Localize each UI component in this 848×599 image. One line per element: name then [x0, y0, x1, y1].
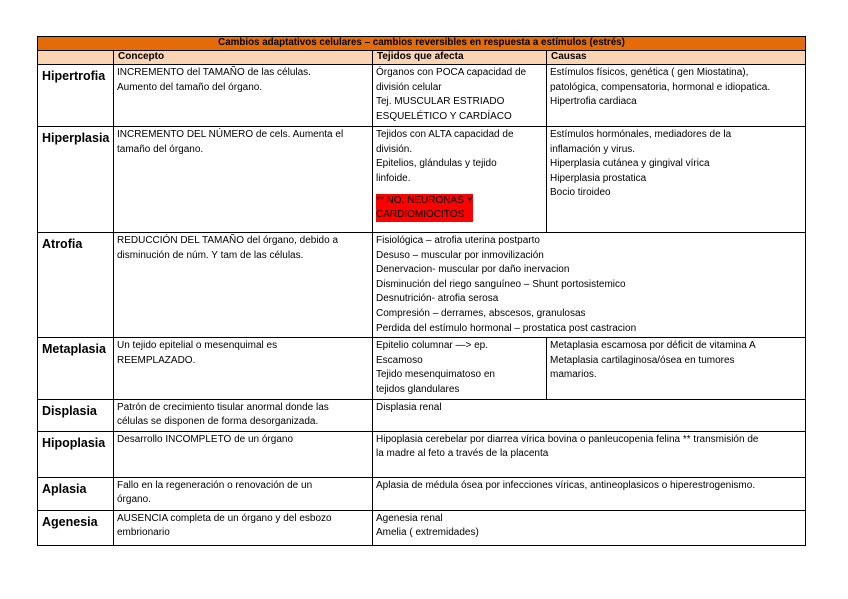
text-line: patológica, compensatoria, hormonal e idiopatica. — [550, 81, 771, 93]
concept-cell — [114, 510, 373, 545]
row-name-hipoplasia: Hipoplasia — [38, 431, 114, 477]
text-line: Fisiológica – atrofia uterina postparto — [376, 235, 540, 246]
concept-cell — [114, 338, 373, 399]
text-line: Compresión – derrames, abscesos, granulosas — [376, 307, 586, 319]
text-line: Metaplasia escamosa por déficit de vitamina A — [550, 340, 756, 352]
text-line: Tejido mesenquimatoso en — [376, 369, 495, 381]
text-line: INCREMENTO del TAMAÑO de las células. — [117, 67, 311, 78]
text-line: Epitelio columnar —> ep. — [376, 340, 489, 352]
adaptive-changes-table — [37, 36, 806, 546]
concept-cell — [114, 233, 373, 338]
text-line: REEMPLAZADO. — [117, 354, 196, 366]
text-line: Tejidos con ALTA capacidad de — [376, 129, 514, 140]
text-line: Un tejido epitelial o mesenquimal es — [117, 340, 278, 352]
text-line: Hiperplasia cutánea y gingival vírica — [550, 158, 710, 170]
text-line: ESQUELÉTICO Y CARDÍACO — [376, 110, 512, 122]
header-causes: Causas — [547, 51, 806, 65]
text-line: INCREMENTO DEL NÚMERO de cels. Aumenta el — [117, 129, 344, 140]
tissues-cell — [373, 127, 547, 233]
text-line: embrionario — [117, 527, 170, 539]
table-row — [38, 233, 806, 338]
warning-highlight — [376, 194, 473, 222]
details-cell — [373, 399, 806, 431]
text-line: Aumento del tamaño del órgano. — [117, 81, 263, 93]
text-line: división. — [376, 143, 413, 155]
text-line: ** NO. NEURONAS Y — [376, 195, 474, 207]
spacer — [376, 186, 543, 194]
text-line: Amelia ( extremidades) — [376, 527, 479, 539]
text-line: disminución de núm. Y tam de las células. — [117, 249, 304, 261]
row-name-displasia: Displasia — [38, 399, 114, 431]
text-line: Hiperplasia prostatica — [550, 172, 647, 184]
text-line: Escamoso — [376, 354, 423, 366]
row-name-aplasia: Aplasia — [38, 477, 114, 510]
text-line: Aplasia de médula ósea por infecciones víricas, antineoplasicos o hiperestrogenismo. — [376, 479, 756, 491]
table-row — [38, 399, 806, 431]
text-line: CARDIOMIOCITOS — [376, 209, 465, 221]
table-title: Cambios adaptativos celulares – cambios reversibles en respuesta a estímulos (estrés) — [38, 37, 806, 51]
text-line: Perdida del estímulo hormonal – prostatica post castracion — [376, 322, 637, 334]
text-line: Denervacion- muscular por daño inervacion — [376, 264, 570, 276]
causes-cell — [547, 338, 806, 399]
row-name-hipertrofia: Hipertrofia — [38, 65, 114, 127]
text-line: Agenesia renal — [376, 512, 443, 524]
row-name-atrofia: Atrofia — [38, 233, 114, 338]
text-line: Metaplasia cartilaginosa/ósea en tumores — [550, 354, 735, 366]
text-line: Fallo en la regeneración o renovación de un — [117, 479, 313, 491]
tissues-cell — [373, 338, 547, 399]
concept-cell — [114, 477, 373, 510]
text-line: Estímulos físicos, genética ( gen Miostatina), — [550, 67, 749, 78]
table-row — [38, 510, 806, 545]
text-line: Disminución del riego sanguíneo – Shunt portosistemico — [376, 278, 626, 290]
text-line: Displasia renal — [376, 401, 442, 413]
text-line: Tej. MUSCULAR ESTRIADO — [376, 96, 505, 108]
text-line: Bocio tiroideo — [550, 187, 611, 199]
text-line: linfoide. — [376, 172, 411, 184]
text-line: inflamación y virus. — [550, 143, 636, 155]
table-row — [38, 65, 806, 127]
concept-cell — [114, 399, 373, 431]
causes-cell — [547, 127, 806, 233]
text-line: Hipertrofia cardiaca — [550, 96, 637, 108]
text-line: tamaño del órgano. — [117, 143, 204, 155]
details-cell — [373, 431, 806, 477]
text-line: órgano. — [117, 494, 151, 506]
concept-cell — [114, 127, 373, 233]
text-line: Hipoplasia cerebelar por diarrea vírica bovina o panleucopenia felina ** transmisión de — [376, 433, 759, 445]
header-blank — [38, 51, 114, 65]
text-line: Estímulos hormónales, mediadores de la — [550, 129, 732, 140]
text-line: división celular — [376, 81, 442, 93]
header-concept: Concepto — [114, 51, 373, 65]
concept-cell — [114, 65, 373, 127]
table-row — [38, 477, 806, 510]
concept-cell — [114, 431, 373, 477]
header-tissues: Tejidos que afecta — [373, 51, 547, 65]
text-line: tejidos glandulares — [376, 383, 460, 395]
table-row — [38, 431, 806, 477]
row-name-agenesia: Agenesia — [38, 510, 114, 545]
row-name-hiperplasia: Hiperplasia — [38, 127, 114, 233]
text-line: Desuso – muscular por inmovilización — [376, 249, 544, 261]
details-cell — [373, 477, 806, 510]
text-line: Epitelios, glándulas y tejido — [376, 158, 497, 170]
text-line: la madre al feto a través de la placenta — [376, 448, 549, 460]
details-cell — [373, 510, 806, 545]
table-row — [38, 127, 806, 233]
text-line: AUSENCIA completa de un órgano y del esbozo — [117, 512, 332, 524]
tissues-cell — [373, 65, 547, 127]
table-row — [38, 338, 806, 399]
row-name-metaplasia: Metaplasia — [38, 338, 114, 399]
text-line: Órganos con POCA capacidad de — [376, 67, 527, 78]
text-line: células se disponen de forma desorganizada. — [117, 416, 319, 428]
causes-cell — [547, 65, 806, 127]
details-cell — [373, 233, 806, 338]
text-line: Desarrollo INCOMPLETO de un órgano — [117, 433, 294, 445]
text-line: REDUCCIÓN DEL TAMAÑO del órgano, debido a — [117, 235, 339, 246]
text-line: Patrón de crecimiento tisular anormal donde las — [117, 401, 329, 413]
text-line: Desnutrición- atrofia serosa — [376, 293, 499, 305]
text-line: mamarios. — [550, 369, 597, 381]
